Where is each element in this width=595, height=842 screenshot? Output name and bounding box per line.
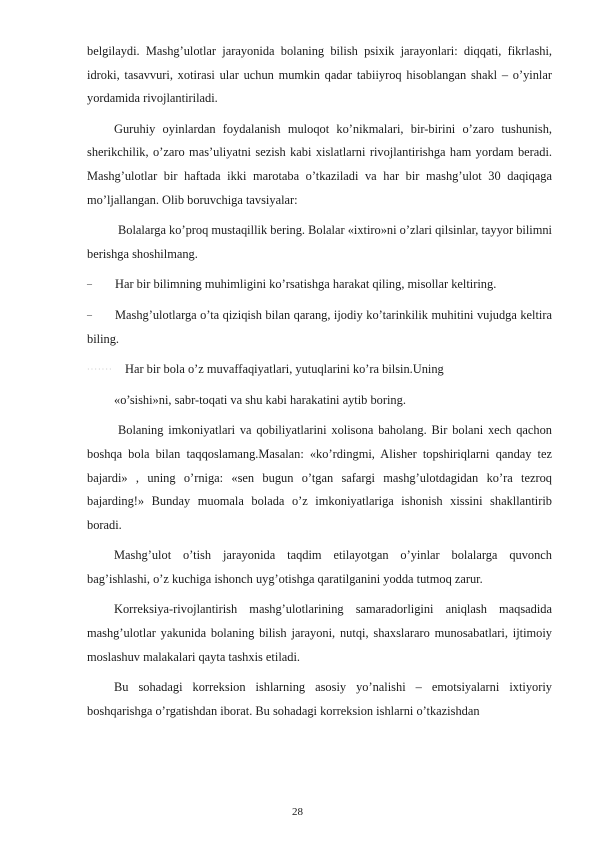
paragraph: Mashg’ulot o’tish jarayonida taqdim etilayotgan o’yinlar bolalarga quvonch bag’ishlashi, o’z kuchiga ishonch uyg’otishga qaratilganini yodda tutmoq zarur. [87,548,552,586]
list-item [87,304,552,351]
dash-bullet-icon: – [87,279,92,291]
list-item [87,358,552,382]
paragraph: belgilaydi. Mashg’ulotlar jarayonida bolaning bilish psixik jarayonlari: diqqati, fikrlashi, idroki, tasavvuri, xotirasi ular uchun mumkin qadar tabiiyroq hisoblangan shakl – o’yinlar yordamida rivojlantiriladi. [87,44,552,106]
page-number: 28 [292,806,303,818]
list-item-text: Mashg’ulotlarga o’ta qiziqish bilan qarang, ijodiy ko’tarinkilik muhitini vujudga keltira biling. [87,307,552,346]
list-item [87,273,552,297]
document-page [87,40,552,730]
list-item-text: Har bir bilimning muhimligini ko’rsatishga harakat qiling, misollar keltiring. [115,277,497,292]
dotted-leader-icon: ······· [87,365,113,375]
paragraph: Korreksiya-rivojlantirish mashg’ulotlarining samaradorligini aniqlash maqsadida mashg’ulotlar yakunida bolaning bilish jarayoni, nutqi, shaxslararo munosabatlari, ijtimoiy moslashuv malakalari qayta tashxis etiladi. [87,602,552,664]
paragraph: Bolalarga ko’proq mustaqillik bering. Bolalar «ixtiro»ni o’zlari qilsinlar, tayyor bilimni berishga shoshilmang. [87,223,552,261]
dash-bullet-icon: – [87,309,92,321]
paragraph: «o’sishi»ni, sabr-toqati va shu kabi harakatini aytib boring. [114,392,406,407]
list-item-text: Har bir bola o’z muvaffaqiyatlari, yutuqlarini ko’ra bilsin.Uning [125,362,444,377]
paragraph: Bolaning imkoniyatlari va qobiliyatlarini xolisona baholang. Bir bolani xech qachon boshqa bola bilan taqqoslamang.Masalan: «ko’rdingmi, Alisher topshiriqlarni qanday tez bajardi» , uning o’rniga: «sen bugun o’tgan safargi mashg’ulotdagidan ko’ra tezroq bajarding!» Bunday muomala bolada o’z imkoniyatlariga ishonish xissini shakllantirib boradi. [87,423,552,532]
paragraph: Bu sohadagi korreksion ishlarning asosiy yo’nalishi – emotsiyalarni ixtiyoriy boshqarishga o’rgatishdan iborat. Bu sohadagi korreksion ishlarni o’tkazishdan [87,680,552,718]
paragraph: Guruhiy oyinlardan foydalanish muloqot ko’nikmalari, bir-birini o’zaro tushunish, sherikchilik, o’zaro mas’uliyatni sezish kabi xislatlarni rivojlantirishga ham yordam beradi. Mashg’ulotlar bir haftada ikki marotaba o’tkaziladi va har bir mashg’ulot 30 daqiqaga mo’ljallangan. Olib boruvchiga tavsiyalar: [87,121,552,207]
